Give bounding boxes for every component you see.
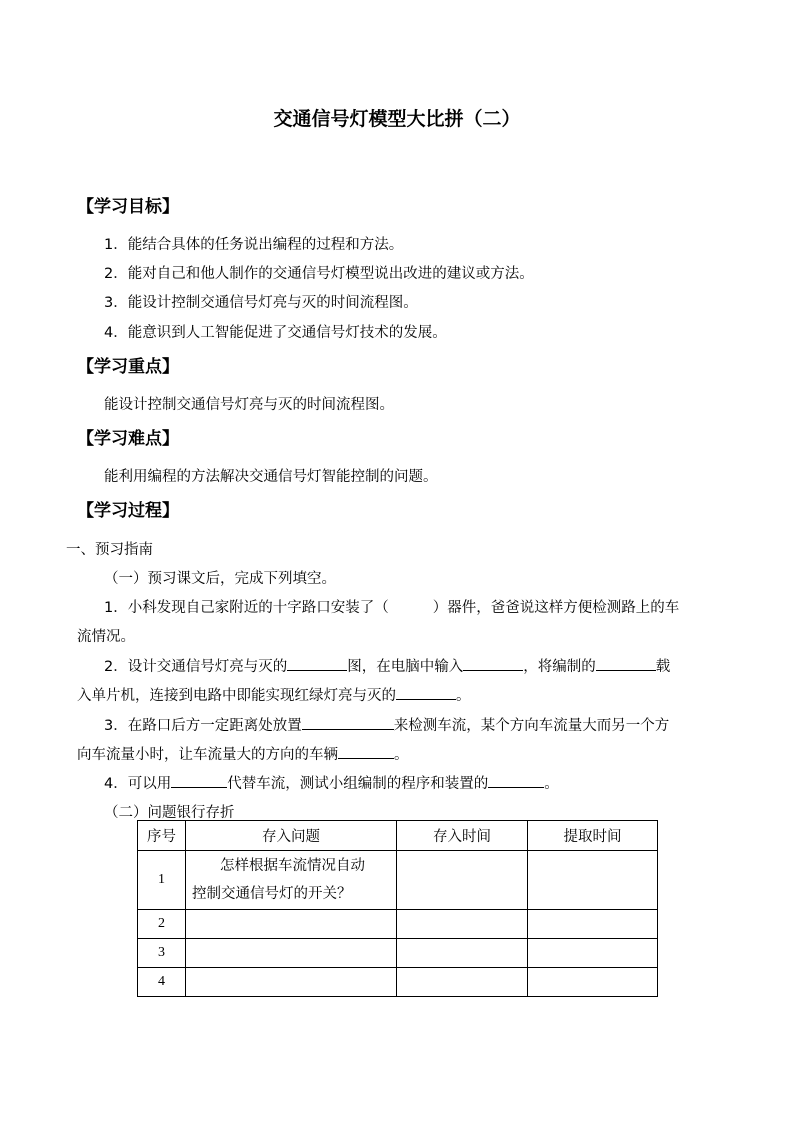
table-header-row — [138, 821, 658, 851]
question-1-line-1: 1．小科发现自己家附近的十字路口安装了（ ）器件，爸爸说这样方便检测路上的车 — [104, 600, 680, 616]
header-question: 存入问题 — [186, 821, 397, 851]
key-points-heading: 【学习重点】 — [77, 357, 179, 377]
blank-field[interactable] — [463, 656, 523, 671]
question-cell[interactable] — [186, 939, 397, 968]
blank-field[interactable] — [338, 744, 394, 759]
question-cell[interactable] — [186, 968, 397, 997]
question-text-line-1: 怎样根据车流情况自动 — [220, 858, 365, 874]
question-3-line-1: 3．在路口后方一定距离处放置 来检测车流，某个方向车流量大而另一个方 — [104, 714, 669, 735]
subsection-fill-blanks: （一）预习课文后，完成下列填空。 — [104, 571, 336, 587]
withdraw-time-cell[interactable] — [528, 939, 658, 968]
row-number: 1 — [138, 851, 186, 910]
deposit-time-cell[interactable] — [397, 939, 528, 968]
table-row — [138, 968, 658, 997]
withdraw-time-cell[interactable] — [528, 851, 658, 910]
blank-field[interactable] — [488, 773, 544, 788]
difficulties-heading: 【学习难点】 — [77, 429, 179, 449]
question-cell[interactable] — [186, 910, 397, 939]
header-deposit-time: 存入时间 — [397, 821, 528, 851]
question-3-line-2: 向车流量小时，让车流量大的方向的车辆 。 — [77, 743, 409, 764]
key-points-text: 能设计控制交通信号灯亮与灭的时间流程图。 — [104, 397, 394, 413]
process-heading: 【学习过程】 — [77, 501, 179, 521]
section-preview-guide: 一、预习指南 — [66, 542, 153, 558]
difficulties-text: 能利用编程的方法解决交通信号灯智能控制的问题。 — [104, 469, 438, 485]
question-1-line-2: 流情况。 — [77, 629, 135, 645]
blank-field[interactable] — [596, 656, 656, 671]
blank-field[interactable] — [171, 773, 227, 788]
row-number: 3 — [138, 939, 186, 968]
document-title: 交通信号灯模型大比拼（二） — [273, 108, 521, 130]
subsection-question-bank: （二）问题银行存折 — [104, 805, 235, 821]
objective-item-1: 1．能结合具体的任务说出编程的过程和方法。 — [104, 237, 404, 253]
header-withdraw-time: 提取时间 — [528, 821, 658, 851]
deposit-time-cell[interactable] — [397, 851, 528, 910]
deposit-time-cell[interactable] — [397, 910, 528, 939]
question-bank-table — [137, 820, 658, 997]
table-row — [138, 851, 658, 910]
question-cell[interactable] — [186, 851, 397, 910]
question-text-line-2: 控制交通信号灯的开关？ — [192, 886, 352, 902]
blank-field[interactable] — [396, 685, 456, 700]
blank-field[interactable] — [287, 656, 347, 671]
header-no: 序号 — [138, 821, 186, 851]
withdraw-time-cell[interactable] — [528, 968, 658, 997]
row-number: 2 — [138, 910, 186, 939]
question-2-line-2: 入单片机，连接到电路中即能实现红绿灯亮与灭的 。 — [77, 684, 471, 705]
table-row — [138, 939, 658, 968]
question-2-line-1: 2．设计交通信号灯亮与灭的 图，在电脑中输入 ，将编制的 载 — [104, 655, 670, 676]
deposit-time-cell[interactable] — [397, 968, 528, 997]
objective-item-3: 3．能设计控制交通信号灯亮与灭的时间流程图。 — [104, 295, 418, 311]
table-row — [138, 910, 658, 939]
row-number: 4 — [138, 968, 186, 997]
objective-item-4: 4．能意识到人工智能促进了交通信号灯技术的发展。 — [104, 325, 447, 341]
objectives-heading: 【学习目标】 — [77, 197, 179, 217]
withdraw-time-cell[interactable] — [528, 910, 658, 939]
question-4: 4．可以用 代替车流，测试小组编制的程序和装置的 。 — [104, 772, 559, 793]
objective-item-2: 2．能对自己和他人制作的交通信号灯模型说出改进的建议或方法。 — [104, 266, 534, 282]
blank-field[interactable] — [302, 715, 394, 730]
